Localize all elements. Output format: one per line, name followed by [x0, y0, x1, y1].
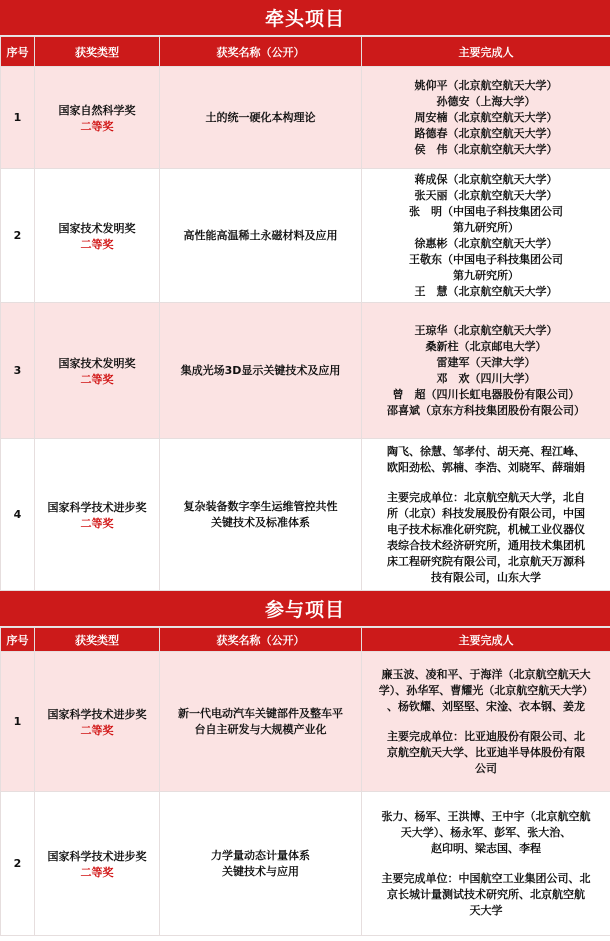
header-award-type: 获奖类型: [35, 37, 160, 67]
header-no: 序号: [1, 37, 35, 67]
person: 第九研究所）: [453, 268, 519, 282]
award-level: 二等奖: [80, 372, 114, 386]
award-name: 高性能高温稀土永磁材料及应用: [160, 169, 362, 303]
person: 张 明（中国电子科技集团公司: [409, 204, 563, 218]
person: 姚仰平（北京航空航天大学）: [414, 78, 558, 92]
row-no: 2: [1, 169, 35, 303]
award-name: 集成光场3D显示关键技术及应用: [160, 303, 362, 439]
person: 桑新柱（北京邮电大学）: [425, 339, 547, 353]
person: 王敬东（中国电子科技集团公司: [409, 252, 563, 266]
table-header-row: [1, 37, 610, 67]
table-row: [1, 792, 610, 936]
award-level: 二等奖: [80, 516, 114, 530]
header-award-type: 获奖类型: [35, 628, 160, 652]
table-row: [1, 652, 610, 792]
people-line: 陶飞、徐慧、邹孝付、胡天亮、程江峰、: [387, 444, 585, 458]
people-line: 、杨钦耀、刘堅堅、宋淦、衣本钢、姜龙: [387, 699, 585, 713]
unit-line: 表综合技术经济研究所，通用技术集团机: [387, 538, 585, 552]
person: 孙德安（上海大学）: [436, 94, 536, 108]
award-type-cell: [35, 439, 160, 591]
award-type: 国家科学技术进步奖: [47, 500, 147, 514]
person: 王琼华（北京航空航天大学）: [414, 323, 558, 337]
person: 雷建军（天津大学）: [436, 355, 536, 369]
unit-block: [368, 729, 604, 777]
unit-line: 公司: [475, 761, 497, 775]
award-level: 二等奖: [80, 723, 114, 737]
award-name: [160, 439, 362, 591]
award-type: 国家科学技术进步奖: [47, 707, 147, 721]
award-name: [160, 792, 362, 936]
unit-line: 技有限公司，山东大学: [431, 570, 541, 584]
award-name-line: 新一代电动汽车关键部件及整车平: [178, 706, 343, 720]
table-row: [1, 303, 610, 439]
row-no: 1: [1, 67, 35, 169]
award-name: 土的统一硬化本构理论: [160, 67, 362, 169]
row-no: 1: [1, 652, 35, 792]
award-type: 国家技术发明奖: [58, 221, 136, 235]
people-cell: [362, 652, 610, 792]
award-type-cell: [35, 792, 160, 936]
award-type-cell: [35, 67, 160, 169]
lead-table: [0, 36, 610, 591]
person: 蒋成保（北京航空航天大学）: [414, 172, 558, 186]
people-cell: [362, 303, 610, 439]
award-name-line: 关键技术及标准体系: [211, 515, 310, 529]
lead-section-title: 牵头项目: [0, 0, 610, 36]
award-name-line: 复杂装备数字孪生运维管控共性: [183, 499, 338, 513]
person: 路德春（北京航空航天大学）: [414, 126, 558, 140]
people-cell: [362, 439, 610, 591]
people-line: 欧阳劲松、郭楠、李浩、刘晓军、薛瑞娟: [387, 460, 585, 474]
award-name-line: 台自主研发与大规模产业化: [194, 722, 327, 736]
unit-line: 主要完成单位：北京航空航天大学，北自: [387, 490, 585, 504]
person: 周安楠（北京航空航天大学）: [414, 110, 558, 124]
person: 邵喜斌（京东方科技集团股份有限公司）: [387, 403, 585, 417]
award-type: 国家自然科学奖: [58, 103, 136, 117]
row-no: 2: [1, 792, 35, 936]
people-line: 天大学）、杨永军、彭军、张大治、: [400, 825, 572, 839]
row-no: 4: [1, 439, 35, 591]
table-row: [1, 67, 610, 169]
table-row: [1, 169, 610, 303]
person: 张天丽（北京航空航天大学）: [414, 188, 558, 202]
unit-line: 京航空航天大学、比亚迪半导体股份有限: [387, 745, 585, 759]
unit-block: [368, 490, 604, 586]
person: 邓 欢（四川大学）: [436, 371, 536, 385]
award-level: 二等奖: [80, 865, 114, 879]
header-no: 序号: [1, 628, 35, 652]
people-cell: [362, 67, 610, 169]
unit-block: [368, 871, 604, 919]
award-type: 国家科学技术进步奖: [47, 849, 147, 863]
unit-line: 主要完成单位：中国航空工业集团公司、北: [381, 871, 591, 885]
unit-line: 床工程研究院有限公司，北京航天万源科: [387, 554, 585, 568]
person: 第九研究所）: [453, 220, 519, 234]
header-people: 主要完成人: [362, 37, 610, 67]
person: 侯 伟（北京航空航天大学）: [414, 142, 558, 156]
award-level: 二等奖: [80, 119, 114, 133]
person: 曾 超（四川长虹电器股份有限公司）: [392, 387, 580, 401]
award-name-line: 力学量动态计量体系: [211, 848, 310, 862]
people-line: 学）、孙华军、曹耀光（北京航空航天大学）: [378, 683, 594, 697]
award-level: 二等奖: [80, 237, 114, 251]
people-line: 廉玉波、凌和平、于海洋（北京航空航天大: [381, 667, 591, 681]
header-award-name: 获奖名称（公开）: [160, 37, 362, 67]
award-type-cell: [35, 652, 160, 792]
header-people: 主要完成人: [362, 628, 610, 652]
unit-line: 京长城计量测试技术研究所、北京航空航: [387, 887, 585, 901]
unit-line: 电子技术标准化研究院，机械工业仪器仪: [387, 522, 585, 536]
table-header-row: [1, 628, 610, 652]
participate-section-title: 参与项目: [0, 591, 610, 627]
people-cell: [362, 792, 610, 936]
people-line: 张力、杨军、王洪博、王中宇（北京航空航: [381, 809, 591, 823]
person: 徐惠彬（北京航空航天大学）: [414, 236, 558, 250]
unit-line: 天大学: [469, 903, 503, 917]
award-name: [160, 652, 362, 792]
people-cell: [362, 169, 610, 303]
award-type: 国家技术发明奖: [58, 356, 136, 370]
award-type-cell: [35, 169, 160, 303]
unit-line: 主要完成单位：比亚迪股份有限公司、北: [387, 729, 585, 743]
award-type-cell: [35, 303, 160, 439]
participate-table: [0, 627, 610, 936]
award-name-line: 关键技术与应用: [222, 864, 299, 878]
table-row: [1, 439, 610, 591]
people-line: 赵印明、梁志国、李程: [431, 841, 541, 855]
header-award-name: 获奖名称（公开）: [160, 628, 362, 652]
unit-line: 所（北京）科技发展股份有限公司，中国: [387, 506, 585, 520]
person: 王 慧（北京航空航天大学）: [414, 284, 558, 298]
row-no: 3: [1, 303, 35, 439]
